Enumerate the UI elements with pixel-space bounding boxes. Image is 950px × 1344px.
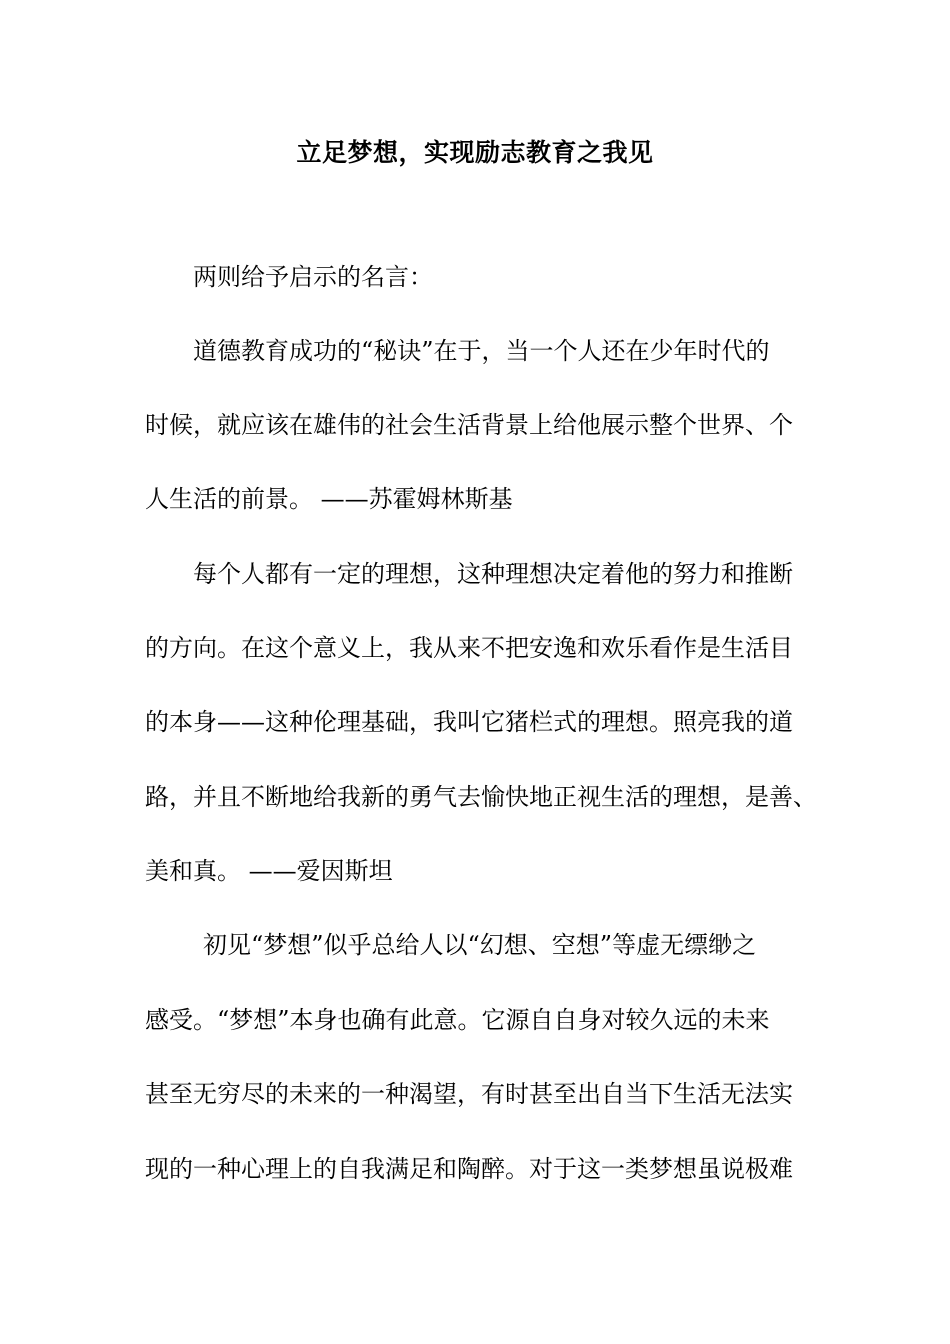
paragraph-line: 美和真。 ——爱因斯坦 (145, 857, 393, 885)
paragraph-line: 现的一种心理上的自我满足和陶醉。对于这一类梦想虽说极难 (145, 1155, 793, 1183)
paragraph-line: 时候，就应该在雄伟的社会生活背景上给他展示整个世界、个 (145, 411, 793, 439)
paragraph-line: 两则给予启示的名言： (193, 263, 433, 291)
paragraph-line: 甚至无穷尽的未来的一种渴望，有时甚至出自当下生活无法实 (145, 1080, 793, 1108)
paragraph-line: 的本身——这种伦理基础，我叫它猪栏式的理想。照亮我的道 (145, 708, 793, 736)
paragraph-line: 每个人都有一定的理想，这种理想决定着他的努力和推断 (193, 560, 793, 588)
paragraph-line: 人生活的前景。 ——苏霍姆林斯基 (145, 485, 513, 513)
paragraph-line: 道德教育成功的“秘诀”在于，当一个人还在少年时代的 (193, 337, 770, 365)
paragraph-line: 的方向。在这个意义上，我从来不把安逸和欢乐看作是生活目 (145, 634, 793, 662)
paragraph-line: 路，并且不断地给我新的勇气去愉快地正视生活的理想，是善、 (145, 783, 817, 811)
paragraph-line: 初见“梦想”似乎总给人以“幻想、空想”等虚无缥缈之 (203, 931, 757, 959)
paragraph-line: 感受。“梦想”本身也确有此意。它源自自身对较久远的未来 (145, 1006, 770, 1034)
document-title: 立足梦想，实现励志教育之我见 (296, 138, 654, 167)
